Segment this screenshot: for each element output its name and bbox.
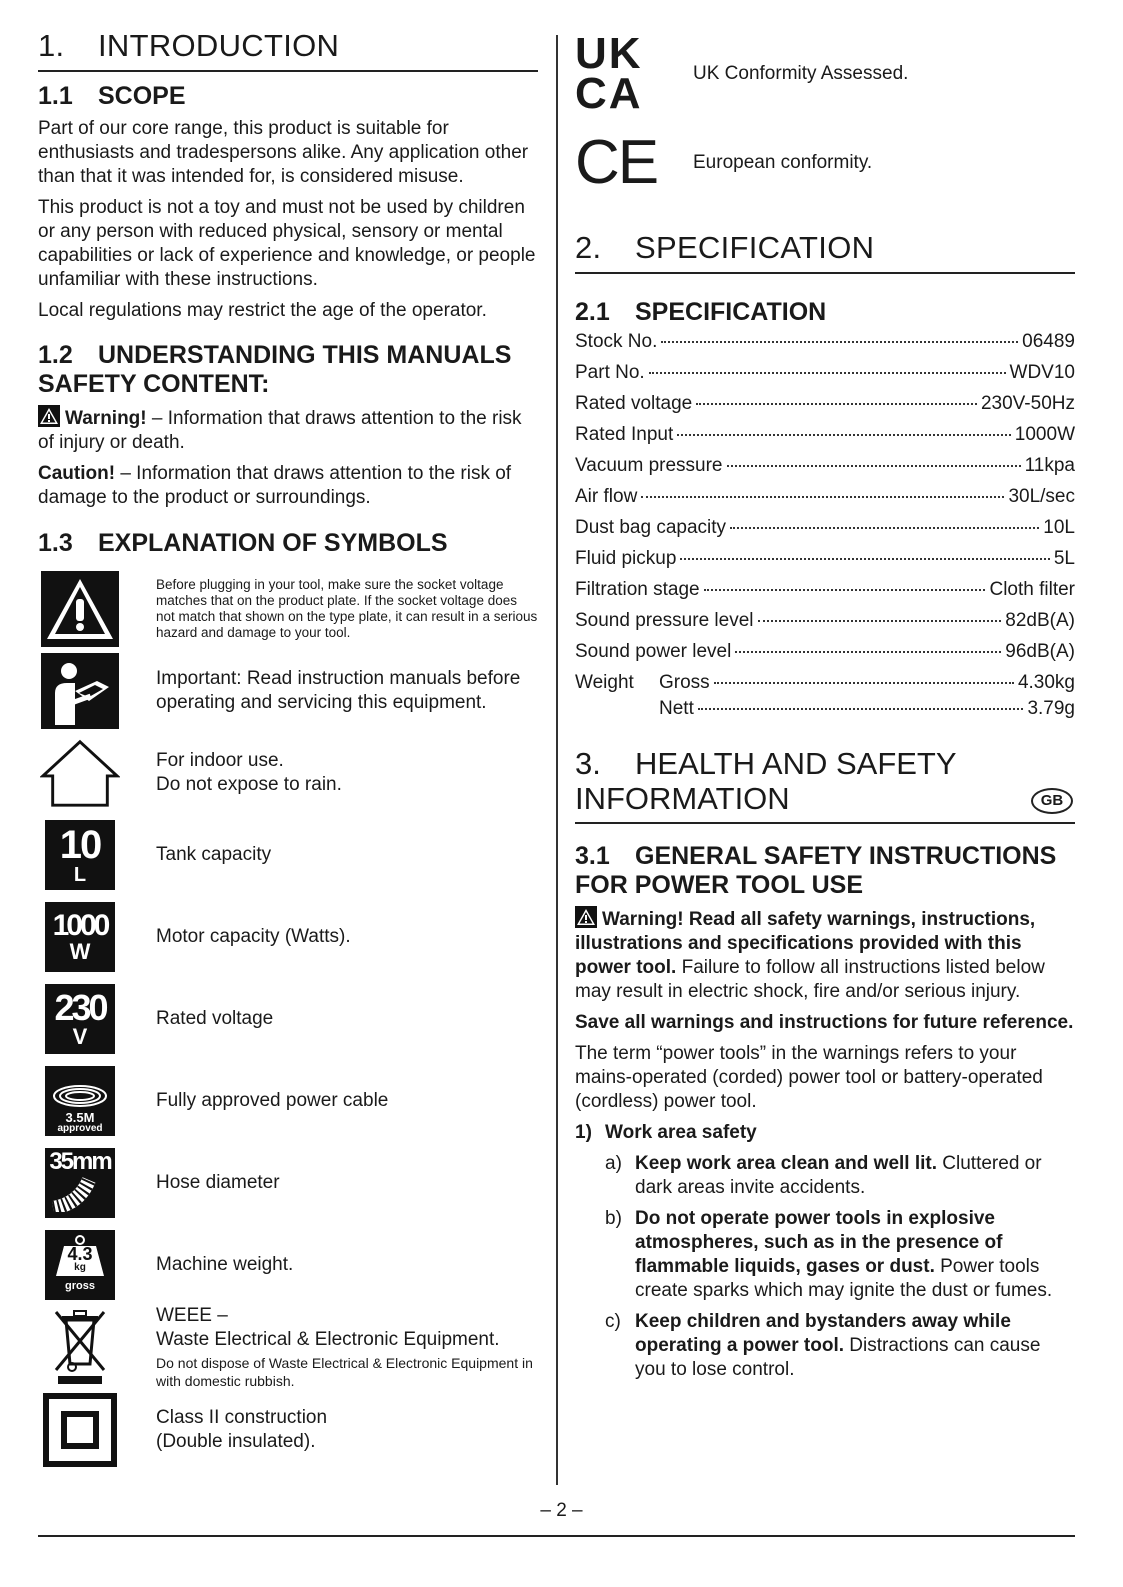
subsection-heading-specification [575, 298, 1075, 327]
spec-value: 10L [1043, 517, 1075, 538]
icon-unit: V [72, 1024, 88, 1049]
spec-label: Air flow [575, 486, 638, 507]
spec-value: 3.79g [1027, 698, 1075, 719]
ukca-logo: UK CA [575, 29, 643, 118]
spec-label: Filtration stage [575, 579, 700, 600]
spec-sublabel: Gross [659, 672, 710, 693]
symbol-line-1: WEEE – [156, 1305, 228, 1326]
weee-bin-icon [40, 1308, 120, 1386]
tank-capacity-icon [40, 816, 120, 894]
general-warning [575, 906, 1075, 1004]
spec-label: Fluid pickup [575, 548, 677, 569]
symbol-row-voltage-warning [38, 568, 538, 650]
column-divider [556, 35, 558, 1485]
indoor-house-icon [40, 734, 120, 812]
spec-value: Cloth filter [989, 579, 1075, 600]
icon-value: 3.5M [65, 1110, 95, 1125]
section-number: 2. [575, 230, 602, 265]
spec-label: Dust bag capacity [575, 517, 727, 538]
subsection-title: UNDERSTANDING THIS MANUALS SAFETY CONTENT: [38, 341, 512, 398]
icon-value: 35mm [49, 1148, 111, 1175]
spec-row [575, 641, 1075, 672]
list-marker: a) [605, 1153, 622, 1174]
icon-value: 1000 [52, 909, 108, 942]
section-title: SPECIFICATION [635, 230, 875, 265]
spec-row [575, 517, 1075, 548]
right-column [575, 30, 1075, 1382]
item-bold-text: Do not operate power tools in explosive atmospheres, such as in the presence of flammable liquids, gases or dust. [635, 1208, 1003, 1277]
symbol-line-2: Waste Electrical & Electronic Equipment. [156, 1329, 500, 1350]
spec-row [575, 424, 1075, 455]
work-area-heading [575, 1121, 1075, 1145]
subsection-number: 2.1 [575, 298, 610, 326]
subsection-number: 1.2 [38, 341, 73, 369]
warning-label: Warning! [65, 408, 147, 429]
spec-row-weight-nett [575, 698, 1075, 724]
warning-triangle-icon [575, 906, 597, 928]
spec-row [575, 455, 1075, 486]
work-area-list [605, 1152, 1075, 1382]
spec-value: WDV10 [1009, 362, 1075, 383]
section-heading-health-safety [575, 746, 1075, 824]
icon-unit: L [73, 864, 87, 886]
gb-badge: GB [1031, 788, 1073, 814]
subsection-number: 1.1 [38, 82, 73, 110]
symbol-description [156, 1406, 327, 1454]
section-title: INTRODUCTION [98, 28, 340, 63]
subsection-heading-symbols [38, 529, 538, 558]
icon-unit: approved [57, 1123, 103, 1134]
spec-label: Rated Input [575, 424, 674, 445]
ce-logo: CE [575, 128, 658, 197]
list-item [605, 1152, 1075, 1200]
power-cable-icon [40, 1062, 120, 1140]
spec-label: Sound pressure level [575, 610, 754, 631]
spec-label: Sound power level [575, 641, 732, 662]
read-manual-icon [40, 652, 120, 730]
warning-triangle-icon [38, 405, 60, 427]
symbol-row-tank [38, 814, 538, 896]
item-bold-text: Keep work area clean and well lit. [635, 1153, 938, 1174]
scope-paragraph-3: Local regulations may restrict the age of the operator. [38, 300, 487, 321]
ukca-row [575, 30, 1075, 118]
spec-value: 82dB(A) [1005, 610, 1075, 631]
subsection-number: 3.1 [575, 842, 610, 870]
motor-capacity-icon [40, 898, 120, 976]
symbol-description [156, 1304, 538, 1390]
caution-definition [38, 462, 538, 510]
symbol-line-2: (Double insulated). [156, 1431, 316, 1452]
list-marker: b) [605, 1208, 622, 1229]
spec-value: 30L/sec [1008, 486, 1075, 507]
symbol-description: Motor capacity (Watts). [156, 926, 351, 947]
caution-label: Caution! [38, 463, 116, 484]
spec-value: 230V-50Hz [980, 393, 1075, 414]
symbol-row-cable [38, 1060, 538, 1142]
warning-definition [38, 405, 538, 455]
symbol-row-weight [38, 1224, 538, 1306]
subsection-title: SPECIFICATION [635, 298, 827, 326]
icon-value: 4.3 [67, 1243, 93, 1264]
caution-text: – Information that draws attention to the risk of damage to the product or surroundings. [38, 463, 512, 508]
list-marker: 1) [575, 1122, 592, 1143]
symbol-description: Before plugging in your tool, make sure the socket voltage matches that on the product plate. If the socket voltage does not match that shown on the type plate, it can result in a serious hazard and damage to your tool. [156, 577, 538, 640]
list-item [605, 1310, 1075, 1382]
section-heading-introduction [38, 28, 538, 72]
spec-sublabel: Nett [659, 698, 694, 719]
save-instructions-text: Save all warnings and instructions for future reference. [575, 1012, 1074, 1033]
symbol-note: Do not dispose of Waste Electrical & Electronic Equipment in with domestic rubbish. [156, 1355, 533, 1389]
spec-label: Rated voltage [575, 393, 693, 414]
section-title-line-2: INFORMATION [575, 781, 790, 816]
spec-value: 96dB(A) [1005, 641, 1075, 662]
work-area-title: Work area safety [605, 1122, 757, 1143]
spec-value: 1000W [1014, 424, 1075, 445]
spec-label: Vacuum pressure [575, 455, 723, 476]
spec-table [575, 331, 1075, 724]
symbol-line-2: Do not expose to rain. [156, 774, 342, 795]
ce-text: European conformity. [693, 152, 873, 173]
spec-row [575, 362, 1075, 393]
symbols-list [38, 568, 538, 1472]
list-item [605, 1207, 1075, 1303]
subsection-heading-general-safety [575, 842, 1075, 900]
ce-row [575, 118, 1075, 208]
list-marker: c) [605, 1311, 621, 1332]
symbol-row-motor [38, 896, 538, 978]
item-rest-text: Distractions can cause you to lose control. [635, 1335, 1041, 1380]
subsection-heading-understanding [38, 341, 538, 399]
spec-value: 06489 [1022, 331, 1075, 352]
symbol-row-indoor [38, 732, 538, 814]
symbol-row-voltage [38, 978, 538, 1060]
ukca-text: UK Conformity Assessed. [693, 63, 909, 84]
machine-weight-icon [40, 1226, 120, 1304]
icon-label: gross [65, 1279, 95, 1292]
spec-row [575, 579, 1075, 610]
warning-bold-text: Warning! Read all safety warnings, instructions, illustrations and specifications provided with this power tool. [575, 909, 1036, 978]
spec-row [575, 393, 1075, 424]
section-number: 1. [38, 28, 65, 63]
scope-paragraph-2: This product is not a toy and must not be used by children or any person with reduced physical, sensory or mental capabilities or lack of experience and knowledge, or people unfamiliar with these instructions. [38, 197, 536, 290]
symbol-description: Fully approved power cable [156, 1090, 389, 1111]
symbol-description: Machine weight. [156, 1254, 294, 1275]
symbol-description: Rated voltage [156, 1008, 274, 1029]
warning-triangle-icon [40, 570, 120, 648]
power-tools-term-text: The term “power tools” in the warnings refers to your mains-operated (corded) power tool or battery-operated (cordless) power tool. [575, 1043, 1043, 1112]
icon-value: 230 [54, 987, 106, 1028]
section-title-line-1: HEALTH AND SAFETY [635, 746, 957, 781]
symbol-description: Important: Read instruction manuals before operating and servicing this equipment. [156, 668, 521, 713]
symbol-row-weee [38, 1306, 538, 1388]
item-bold-text: Keep children and bystanders away while operating a power tool. [635, 1311, 1011, 1356]
symbol-description [156, 749, 342, 797]
symbol-line-1: Class II construction [156, 1407, 328, 1428]
subsection-number: 1.3 [38, 529, 73, 557]
spec-row [575, 331, 1075, 362]
icon-value: 10 [59, 823, 101, 867]
spec-label: Part No. [575, 362, 645, 383]
icon-unit: W [69, 939, 91, 964]
warning-rest-text: Failure to follow all instructions listed below may result in electric shock, fire and/or serious injury. [575, 957, 1045, 1002]
spec-value: 4.30kg [1017, 672, 1075, 693]
symbol-description: Hose diameter [156, 1172, 280, 1193]
symbol-row-read-manual [38, 650, 538, 732]
section-heading-specification [575, 230, 1075, 274]
hose-diameter-icon [40, 1144, 120, 1222]
class-ii-icon [40, 1391, 120, 1469]
rated-voltage-icon [40, 980, 120, 1058]
page-number: – 2 – [540, 1500, 583, 1521]
spec-row [575, 610, 1075, 641]
spec-row-weight-gross [575, 672, 1075, 698]
section-number: 3. [575, 746, 601, 781]
spec-label: Weight [575, 672, 634, 693]
symbol-description: Tank capacity [156, 844, 272, 865]
subsection-title: EXPLANATION OF SYMBOLS [98, 529, 448, 557]
scope-paragraph-1: Part of our core range, this product is suitable for enthusiasts and tradespersons alike. Any application other than that it was intended for, is considered misuse. [38, 118, 529, 187]
spec-label: Stock No. [575, 331, 658, 352]
spec-row [575, 548, 1075, 579]
symbol-line-1: For indoor use. [156, 750, 284, 771]
subsection-title: GENERAL SAFETY INSTRUCTIONS FOR POWER TOOL USE [575, 842, 1057, 899]
icon-unit: kg [74, 1261, 86, 1273]
spec-row [575, 486, 1075, 517]
item-rest-text: Cluttered or dark areas invite accidents. [635, 1153, 1042, 1198]
spec-value: 5L [1053, 548, 1075, 569]
symbol-row-class-ii [38, 1388, 538, 1472]
footer-rule [38, 1535, 1075, 1537]
left-column [38, 28, 538, 1472]
subsection-title: SCOPE [98, 82, 186, 110]
symbol-row-hose [38, 1142, 538, 1224]
spec-value: 11kpa [1024, 455, 1075, 476]
subsection-heading-scope [38, 82, 538, 111]
item-rest-text: Power tools create sparks which may ignite the dust or fumes. [635, 1256, 1053, 1301]
warning-text: – Information that draws attention to the risk of injury or death. [38, 408, 522, 453]
